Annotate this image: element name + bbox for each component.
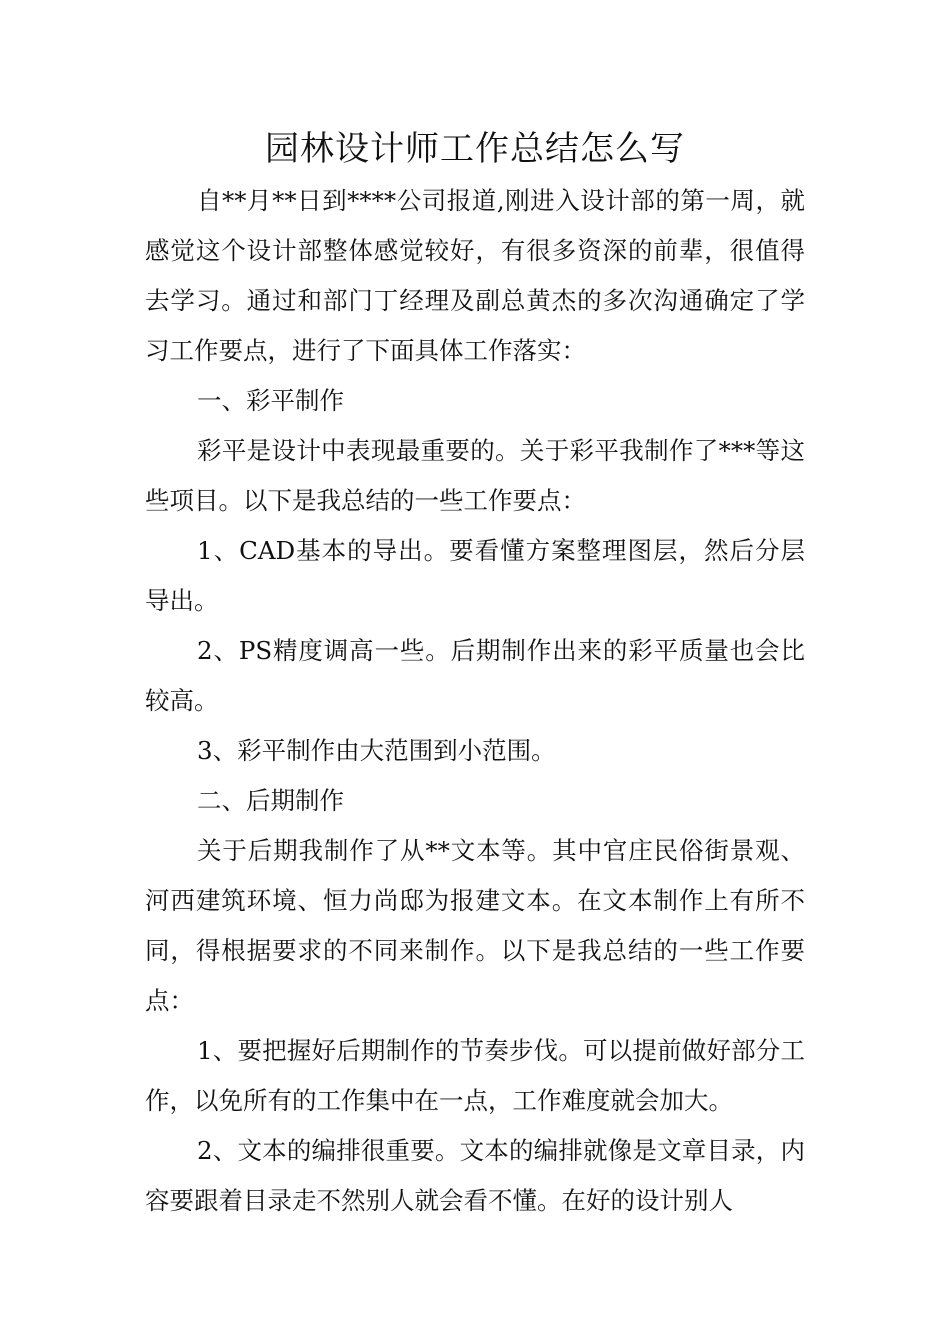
list-item-color-plan-2: 2、PS精度调高一些。后期制作出来的彩平质量也会比较高。: [145, 636, 805, 715]
paragraph-post-production: 关于后期我制作了从**文本等。其中官庄民俗街景观、河西建筑环境、恒力尚邸为报建文本。在文本制作上有所不同，得根据要求的不同来制作。以下是我总结的一些工作要点：: [145, 836, 805, 1015]
document-body: [145, 176, 805, 1226]
document-title: 园林设计师工作总结怎么写: [265, 129, 685, 169]
section-heading-color-plan: 一、彩平制作: [197, 386, 344, 415]
list-item-post-production-2: 2、文本的编排很重要。文本的编排就像是文章目录，内容要跟着目录走不然别人就会看不懂。在好的设计别人: [145, 1136, 805, 1215]
list-item-post-production-1: 1、要把握好后期制作的节奏步伐。可以提前做好部分工作，以免所有的工作集中在一点，工作难度就会加大。: [145, 1036, 805, 1115]
paragraph-intro: 自**月**日到****公司报道,刚进入设计部的第一周，就感觉这个设计部整体感觉较好，有很多资深的前辈，很值得去学习。通过和部门丁经理及副总黄杰的多次沟通确定了学习工作要点，进行了下面具体工作落实：: [145, 186, 805, 365]
paragraph-color-plan: 彩平是设计中表现最重要的。关于彩平我制作了***等这些项目。以下是我总结的一些工作要点：: [145, 436, 805, 515]
list-item-color-plan-3: 3、彩平制作由大范围到小范围。: [197, 736, 556, 765]
list-item-color-plan-1: 1、CAD基本的导出。要看懂方案整理图层，然后分层导出。: [145, 536, 805, 615]
section-heading-post-production: 二、后期制作: [197, 786, 344, 815]
